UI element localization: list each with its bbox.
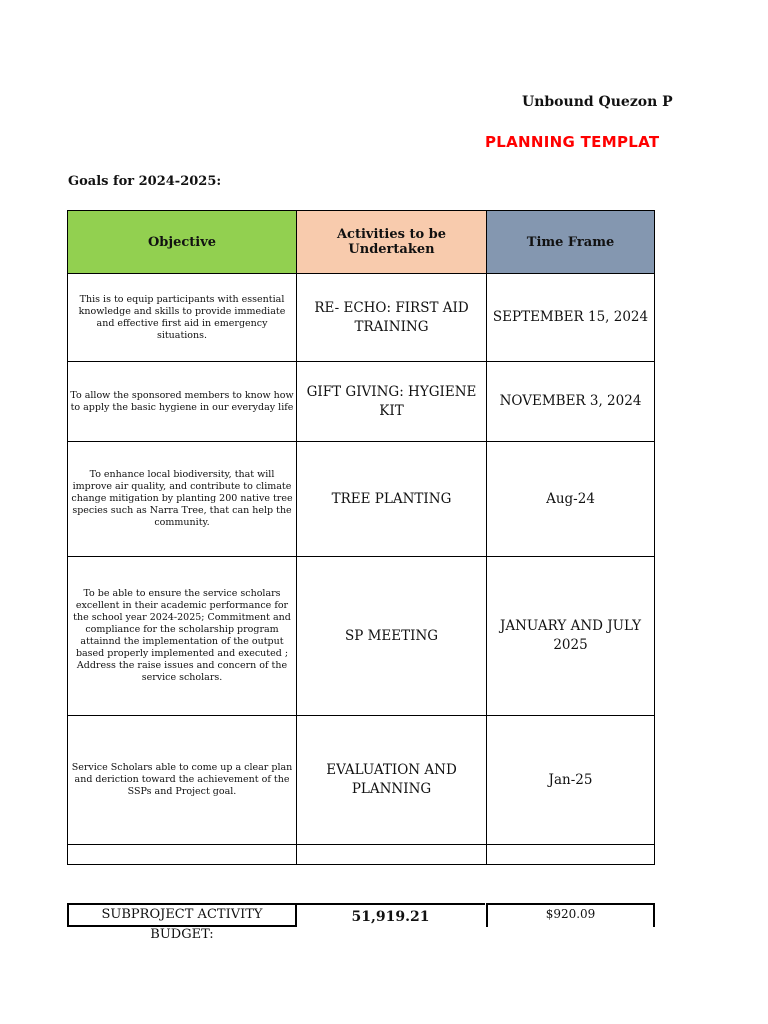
objective-cell [68, 845, 297, 865]
goals-label: Goals for 2024-2025: [68, 174, 222, 189]
objective-cell: This is to equip participants with essential knowledge and skills to provide immediate and effective first aid in emergency situations. [68, 274, 297, 362]
objective-header: Objective [68, 211, 297, 274]
activity-cell: SP MEETING [297, 557, 487, 716]
budget-label: SUBPROJECT ACTIVITY BUDGET: [67, 903, 297, 927]
time-frame-cell: JANUARY AND JULY 2025 [487, 557, 655, 716]
objective-cell: To allow the sponsored members to know how to apply the basic hygiene in our everyday life [68, 362, 297, 442]
table-row [68, 274, 655, 362]
document-title: PLANNING TEMPLAT [485, 133, 660, 151]
activity-cell: EVALUATION AND PLANNING [297, 716, 487, 845]
activities-header: Activities to be Undertaken [297, 211, 487, 274]
budget-amount: 51,919.21 [296, 903, 485, 927]
table-row [68, 716, 655, 845]
time-frame-cell [487, 845, 655, 865]
activity-cell: GIFT GIVING: HYGIENE KIT [297, 362, 487, 442]
budget-row [67, 903, 654, 942]
table-row [68, 557, 655, 716]
table-row [68, 845, 655, 865]
table-row [68, 442, 655, 557]
planning-table [67, 210, 655, 865]
table-header-row [68, 211, 655, 274]
time-frame-header: Time Frame [487, 211, 655, 274]
objective-cell: To be able to ensure the service scholars excellent in their academic performance for the school year 2024-2025; Commitment and compliance for the scholarship program attainnd the implementation of the output based properly implemented and executed ; Address the raise issues and concern of the service scholars. [68, 557, 297, 716]
time-frame-cell: Aug-24 [487, 442, 655, 557]
objective-cell: Service Scholars able to come up a clear plan and deriction toward the achievement of the SSPs and Project goal. [68, 716, 297, 845]
time-frame-cell: SEPTEMBER 15, 2024 [487, 274, 655, 362]
organization-title: Unbound Quezon P [522, 94, 673, 110]
objective-cell: To enhance local biodiversity, that will improve air quality, and contribute to climate change mitigation by planting 200 native tree species such as Narra Tree, that can help the community. [68, 442, 297, 557]
activity-cell: RE- ECHO: FIRST AID TRAINING [297, 274, 487, 362]
time-frame-cell: NOVEMBER 3, 2024 [487, 362, 655, 442]
activity-cell: TREE PLANTING [297, 442, 487, 557]
budget-amount-usd: $920.09 [486, 903, 655, 927]
activity-cell [297, 845, 487, 865]
time-frame-cell: Jan-25 [487, 716, 655, 845]
table-row [68, 362, 655, 442]
